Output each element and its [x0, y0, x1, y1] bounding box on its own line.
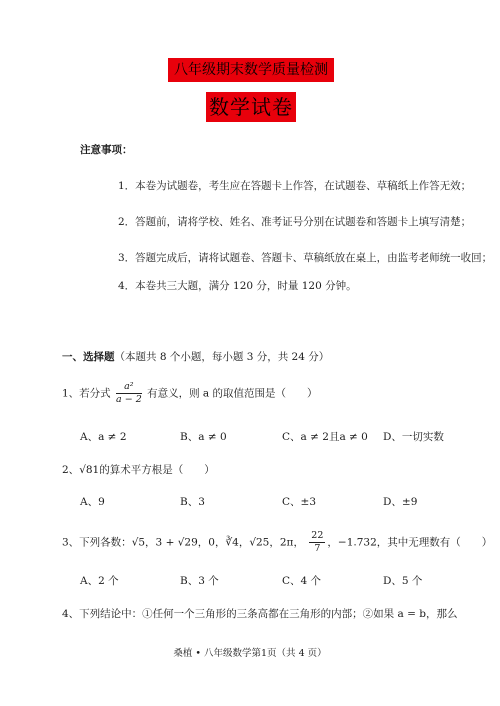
q1-option-b: B、a ≠ 0 — [180, 431, 227, 443]
question-4: 4、下列结论中：①任何一个三角形的三条高都在三角形的内部；②如果 a = b，那么 — [62, 608, 458, 620]
section-desc: （本题共 8 个小题，每小题 3 分，共 24 分） — [114, 351, 330, 363]
question-2 — [62, 462, 215, 477]
q3-option-a: A、2 个 — [80, 575, 119, 587]
q3-option-b: B、3 个 — [180, 575, 219, 587]
q3-fraction-numerator: 22 — [311, 530, 324, 541]
q2-option-d: D、±9 — [383, 496, 418, 508]
exam-title: 八年级期末数学质量检测 — [168, 58, 334, 82]
q2-option-c: C、±3 — [282, 496, 317, 508]
q1-fraction — [116, 381, 142, 406]
q3-suffix: ，−1.732，其中无理数有（ ） — [327, 536, 493, 549]
question-3 — [62, 530, 492, 555]
q1-option-a: A、a ≠ 2 — [80, 431, 127, 443]
q1-option-c: C、a ≠ 2且a ≠ 0 — [282, 431, 368, 443]
section-title: 一、选择题 — [62, 351, 115, 363]
q2-prefix: 2、 — [62, 464, 80, 476]
q3-fraction-denominator: 7 — [314, 543, 321, 554]
notice-item-3: 3．答题完成后，请将试题卷、答题卡、草稿纸放在桌上，由监考老师统一收回； — [118, 252, 493, 264]
q2-option-a: A、9 — [80, 496, 105, 508]
q1-fraction-denominator: a − 2 — [116, 394, 142, 405]
subject-title: 数学试卷 — [206, 92, 296, 122]
notice-item-4: 4．本卷共三大题，满分 120 分，时量 120 分钟。 — [118, 280, 357, 292]
notice-heading: 注意事项： — [80, 144, 133, 156]
q1-fraction-numerator: a² — [116, 381, 142, 394]
q3-prefix: 3、下列各数： — [62, 536, 132, 549]
q3-option-d: D、5 个 — [383, 575, 423, 587]
q3-fraction — [309, 530, 325, 555]
q3-numbers: √5，3 + √29，0，∛4，√25，2π， — [131, 536, 304, 549]
q1-option-d: D、一切实数 — [383, 431, 444, 443]
notice-item-1: 1．本卷为试题卷，考生应在答题卡上作答，在试题卷、草稿纸上作答无效； — [118, 180, 472, 192]
page-footer: 桑植 • 八年级数学第1页（共 4 页） — [173, 648, 327, 659]
q2-radical: √81 — [79, 464, 100, 476]
q1-suffix: 有意义，则 a 的取值范围是（ ） — [147, 387, 318, 400]
q2-suffix: 的算术平方根是（ ） — [99, 464, 215, 476]
section-heading — [62, 349, 329, 364]
q3-option-c: C、4 个 — [282, 575, 322, 587]
q1-prefix: 1、若分式 — [62, 387, 111, 400]
question-1 — [62, 381, 318, 406]
notice-item-2: 2．答题前，请将学校、姓名、准考证号分别在试题卷和答题卡上填写清楚； — [118, 216, 472, 228]
q2-option-b: B、3 — [180, 496, 205, 508]
